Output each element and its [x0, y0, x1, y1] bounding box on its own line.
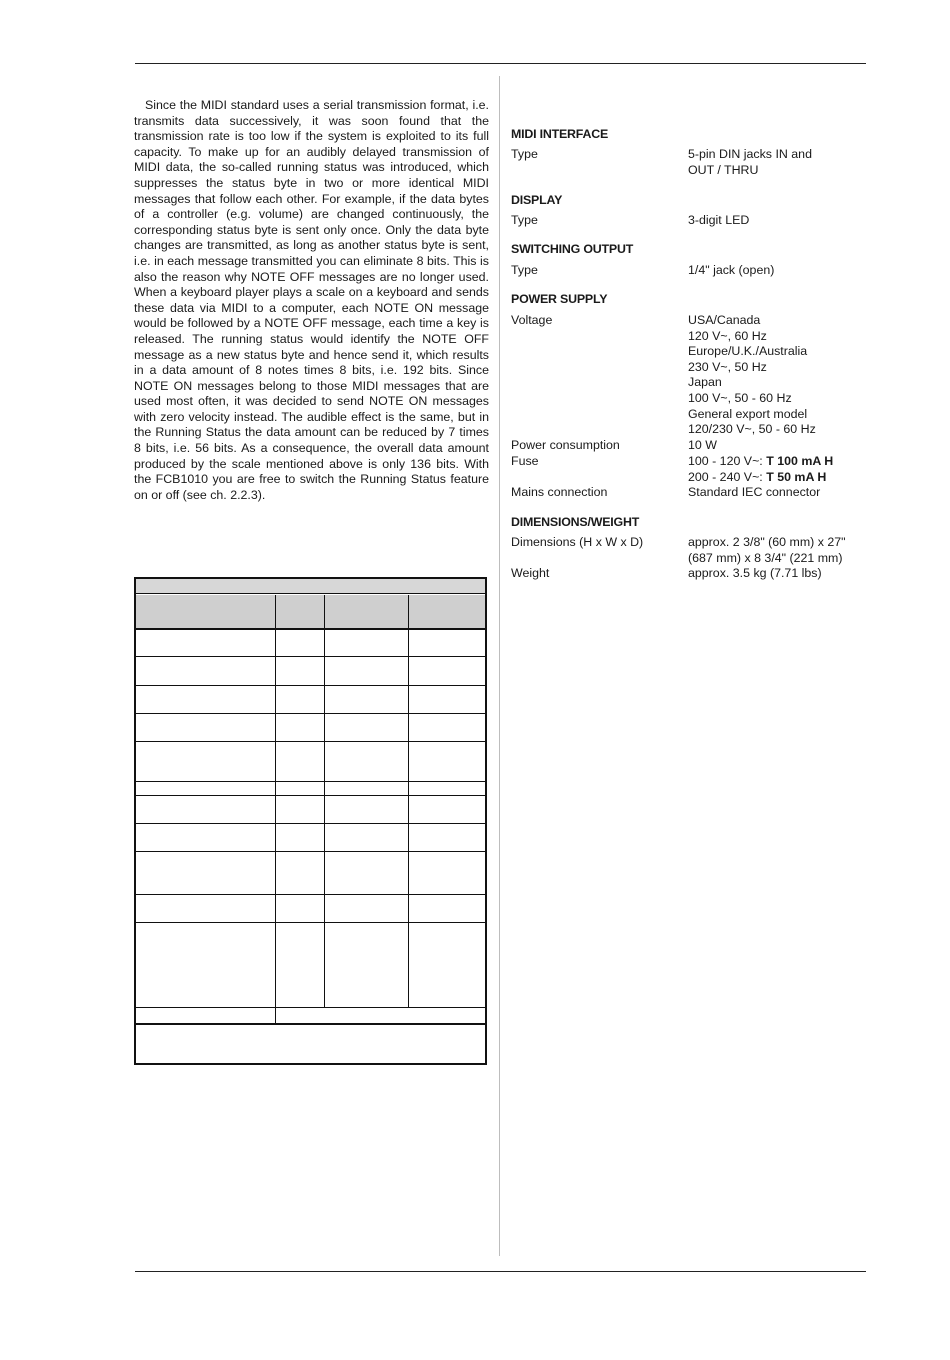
table-row-line — [136, 781, 485, 782]
table-header-row — [136, 595, 485, 630]
switching-type-value: 1/4" jack (open) — [688, 263, 775, 277]
table-title-band — [136, 579, 485, 594]
table-row-line — [136, 741, 485, 742]
voltage-line: General export model — [688, 406, 808, 421]
power-supply-title: POWER SUPPLY — [511, 292, 608, 306]
midi-type-value-line: 5-pin DIN jacks IN and — [688, 147, 812, 161]
voltage-line: 120/230 V~, 50 - 60 Hz — [688, 422, 816, 437]
fuse-label: Fuse — [511, 454, 539, 468]
fuse-rating: T 50 mA H — [766, 469, 827, 484]
voltage-line: USA/Canada — [688, 313, 761, 327]
dimensions-value — [688, 535, 868, 566]
display-type-label: Type — [511, 213, 538, 227]
table-row-line — [136, 894, 485, 895]
fuse-voltage-range: 200 - 240 V~: — [688, 469, 767, 484]
table-row-line — [136, 823, 485, 824]
weight-value: approx. 3.5 kg (7.71 lbs) — [688, 566, 822, 580]
display-type-value: 3-digit LED — [688, 213, 750, 227]
switching-output-title: SWITCHING OUTPUT — [511, 242, 634, 256]
fuse-rating: T 100 mA H — [766, 454, 834, 468]
voltage-line: 120 V~, 60 Hz — [688, 328, 767, 343]
voltage-line: Japan — [688, 375, 722, 390]
dimensions-value-line: (687 mm) x 8 3/4" (221 mm) — [688, 550, 843, 565]
fuse-line-1 — [688, 454, 868, 470]
mains-connection-value: Standard IEC connector — [688, 485, 821, 499]
switching-type-label: Type — [511, 263, 538, 277]
voltage-label: Voltage — [511, 313, 553, 327]
dimensions-value-line: approx. 2 3/8" (60 mm) x 27" — [688, 535, 846, 549]
table-row-line — [136, 795, 485, 796]
midi-interface-title: MIDI INTERFACE — [511, 127, 609, 141]
table-column-line — [324, 595, 325, 1007]
table-row-line — [136, 851, 485, 852]
table-column-line — [275, 595, 276, 1023]
column-divider — [499, 76, 500, 1256]
voltage-line: Europe/U.K./Australia — [688, 344, 808, 359]
voltage-line: 230 V~, 50 Hz — [688, 359, 767, 374]
power-consumption-label: Power consumption — [511, 438, 620, 452]
fuse-line-2 — [688, 470, 868, 486]
table-footer — [136, 1023, 485, 1063]
running-status-text — [134, 98, 489, 503]
mains-connection-label: Mains connection — [511, 485, 608, 499]
table-column-line — [408, 595, 409, 1007]
midi-implementation-table — [134, 577, 487, 1065]
voltage-line: 100 V~, 50 - 60 Hz — [688, 390, 792, 405]
table-row-line — [136, 922, 485, 923]
table-row-line — [136, 1007, 485, 1008]
header-rule — [135, 63, 866, 64]
midi-type-value-line: OUT / THRU — [688, 162, 759, 177]
display-title: DISPLAY — [511, 193, 563, 207]
midi-type-value — [688, 147, 868, 178]
power-consumption-value: 10 W — [688, 438, 717, 452]
footer-rule — [135, 1271, 866, 1272]
dimensions-label: Dimensions (H x W x D) — [511, 535, 644, 549]
weight-label: Weight — [511, 566, 550, 580]
fuse-voltage-range: 100 - 120 V~: — [688, 454, 767, 468]
table-row-line — [136, 713, 485, 714]
dimensions-weight-title: DIMENSIONS/WEIGHT — [511, 515, 640, 529]
midi-type-label: Type — [511, 147, 538, 161]
body-paragraph: Since the MIDI standard uses a serial transmission format, i.e. transmits data successively, it was soon found that the transmission rate is too low if the system is exploited to its full capacity. To make up for an audibly delayed transmission of MIDI data, the so-called running status was introduced, which suppresses the status byte in two or more identical MIDI messages that follow each other. For example, if the data bytes of a controller (e.g. volume) are changed continuously, the corresponding status byte is sent only once. Only the data byte changes are transmitted, as long as another status byte is sent, i.e. in each message transmitted you can eliminate 8 bits. This is also the reason why NOTE OFF messages are no longer used. When a keyboard player plays a scale on a keyboard and sends these data via MIDI to a computer, each NOTE ON message would be followed by a NOTE OFF message, each time a key is released. The running status would identify the NOTE OFF message as a new status byte and hence send it, which results in a data amount of 8 notes times 8 bits, i.e. 192 bits. Since NOTE ON messages belong to those MIDI messages that are used most often, it was decided to send NOTE ON messages with zero velocity instead. The audible effect is the same, but in the Running Status the data amount can be reduced by 7 times 8 bits, i.e. 56 bits. As a consequence, the overall data amount produced by the scale mentioned above is only 136 bits. With the FCB1010 you are free to switch the Running Status feature on or off (see ch. 2.2.3). — [134, 98, 489, 502]
table-row-line — [136, 685, 485, 686]
voltage-values — [688, 313, 868, 438]
fuse-values — [688, 454, 868, 485]
table-row-line — [136, 656, 485, 657]
